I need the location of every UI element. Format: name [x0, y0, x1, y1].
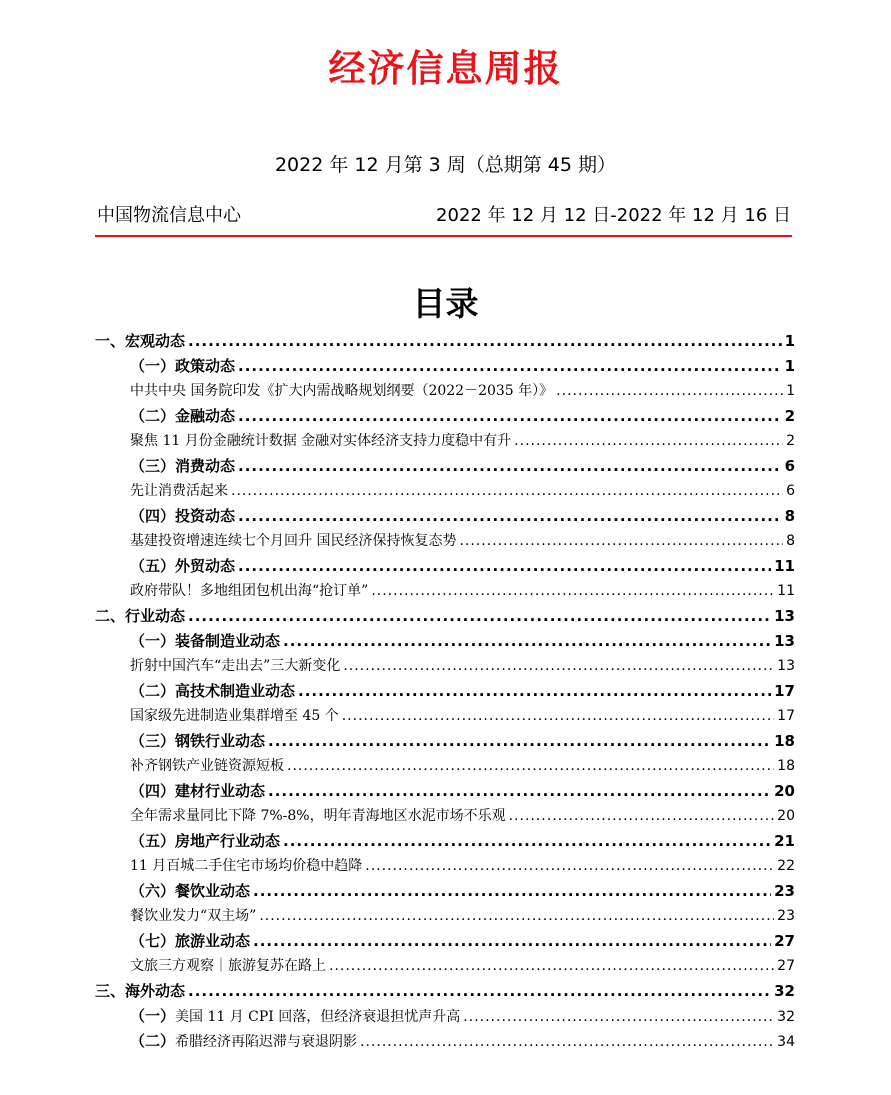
toc-entry[interactable] — [95, 354, 795, 379]
toc-page-number: 2 — [784, 407, 795, 425]
toc-entry-label: （五）房地产行业动态 — [130, 832, 281, 850]
toc-page-number: 21 — [774, 832, 795, 850]
toc-entry-label: 二、行业动态 — [95, 607, 186, 625]
toc-entry-label: 全年需求量同比下降 7%-8%，明年青海地区水泥市场不乐观 — [130, 808, 506, 824]
issue-number: 2022 年 12 月第 3 周（总期第 45 期） — [274, 154, 617, 176]
toc-leader-dots — [238, 454, 782, 479]
toc-leader-dots — [283, 629, 771, 654]
toc-entry-label: 基建投资增速连续七个月回升 国民经济保持恢复态势 — [130, 533, 457, 549]
toc-entry-label: 中共中央 国务院印发《扩大内需战略规划纲要（2022－2035 年）》 — [130, 383, 554, 399]
toc-leader-dots — [259, 904, 774, 929]
toc-leader-dots — [231, 479, 783, 504]
toc-entry-label: （五）外贸动态 — [130, 557, 236, 575]
toc-leader-dots — [283, 829, 771, 854]
header-info-line — [97, 201, 791, 229]
toc-leader-dots — [287, 754, 774, 779]
organization-name: 中国物流信息中心 — [97, 205, 241, 226]
toc-page-number: 17 — [774, 682, 795, 700]
toc-page-number: 13 — [774, 632, 795, 650]
toc-leader-dots — [514, 429, 783, 454]
toc-page-number: 23 — [774, 882, 795, 900]
toc-entry-label: （六）餐饮业动态 — [130, 882, 251, 900]
toc-leader-dots — [459, 529, 783, 554]
toc-entry[interactable] — [95, 454, 795, 479]
toc-entry[interactable] — [95, 1029, 795, 1054]
toc-page-number: 8 — [784, 507, 795, 525]
toc-page-number: 23 — [777, 908, 795, 924]
toc-entry[interactable] — [95, 504, 795, 529]
toc-entry-label: （七）旅游业动态 — [130, 932, 251, 950]
toc-leader-dots — [188, 329, 782, 354]
toc-page-number: 8 — [786, 533, 795, 549]
toc-entry[interactable] — [95, 404, 795, 429]
toc-entry[interactable] — [95, 429, 795, 454]
toc-entry-label: （一）装备制造业动态 — [130, 632, 281, 650]
toc-entry-label: （四）建材行业动态 — [130, 782, 266, 800]
toc-entry-label: 先让消费活起来 — [130, 483, 228, 499]
toc-entry[interactable] — [95, 929, 795, 954]
toc-page-number: 18 — [777, 758, 795, 774]
toc-page-number: 17 — [777, 708, 795, 724]
toc-entry-label: 文旅三方观察｜旅游复苏在路上 — [130, 958, 326, 974]
toc-entry[interactable] — [95, 729, 795, 754]
toc-entry-label: （三）消费动态 — [130, 457, 236, 475]
toc-page-number: 6 — [786, 483, 795, 499]
toc-entry[interactable] — [95, 479, 795, 504]
toc-page-number: 2 — [786, 433, 795, 449]
toc-entry-label — [130, 1029, 357, 1055]
toc-entry[interactable] — [95, 704, 795, 729]
toc-page-number: 1 — [786, 383, 795, 399]
header-divider — [95, 235, 792, 237]
toc-leader-dots — [371, 579, 774, 604]
toc-entry-label: 折射中国汽车“走出去”三大新变化 — [130, 658, 341, 674]
toc-page-number: 13 — [777, 658, 795, 674]
toc-page-number: 1 — [784, 332, 795, 350]
toc-page-number: 22 — [777, 858, 795, 874]
toc-page-number: 34 — [777, 1034, 795, 1050]
toc-leader-dots — [238, 354, 782, 379]
toc-entry[interactable] — [95, 554, 795, 579]
toc-entry[interactable] — [95, 904, 795, 929]
toc-page-number: 20 — [774, 782, 795, 800]
toc-leader-dots — [365, 854, 774, 879]
toc-leader-dots — [238, 504, 782, 529]
toc-entry-label: （二）金融动态 — [130, 407, 236, 425]
toc-page-number: 20 — [777, 808, 795, 824]
toc-entry-label: 补齐钢铁产业链资源短板 — [130, 758, 284, 774]
toc-entry-label: （三）钢铁行业动态 — [130, 732, 266, 750]
toc-entry-label: （一）政策动态 — [130, 357, 236, 375]
toc-entry[interactable] — [95, 779, 795, 804]
toc-entry[interactable] — [95, 979, 795, 1004]
toc-entry[interactable] — [95, 604, 795, 629]
toc-entry-label — [130, 1004, 460, 1030]
toc-entry-text: 希腊经济再陷迟滞与衰退阴影 — [175, 1034, 358, 1050]
toc-entry-label: 一、宏观动态 — [95, 332, 186, 350]
toc-leader-dots — [343, 654, 774, 679]
toc-entry[interactable] — [95, 1004, 795, 1029]
toc-leader-dots — [238, 554, 771, 579]
toc-leader-dots — [509, 804, 775, 829]
toc-leader-dots — [463, 1005, 774, 1030]
toc-page-number: 11 — [774, 557, 795, 575]
toc-leader-dots — [556, 379, 783, 404]
toc-leader-dots — [238, 404, 782, 429]
toc-entry[interactable] — [95, 379, 795, 404]
toc-entry[interactable] — [95, 829, 795, 854]
toc-leader-dots — [268, 779, 771, 804]
toc-entry[interactable] — [95, 579, 795, 604]
toc-page-number: 18 — [774, 732, 795, 750]
toc-entry[interactable] — [95, 804, 795, 829]
toc-page-number: 11 — [777, 583, 795, 599]
toc-entry[interactable] — [95, 854, 795, 879]
toc-leader-dots — [268, 729, 771, 754]
toc-leader-dots — [253, 879, 771, 904]
toc-entry[interactable] — [95, 754, 795, 779]
toc-page-number: 1 — [784, 357, 795, 375]
toc-leader-dots — [342, 704, 774, 729]
toc-entry-label: 11 月百城二手住宅市场均价稳中趋降 — [130, 858, 363, 874]
table-of-contents — [95, 329, 795, 1054]
toc-entry-label: （二）高技术制造业动态 — [130, 682, 296, 700]
toc-entry[interactable] — [95, 629, 795, 654]
date-range: 2022 年 12 月 12 日-2022 年 12 月 16 日 — [436, 205, 791, 226]
toc-entry-label: 三、海外动态 — [95, 982, 186, 1000]
toc-entry-label: 餐饮业发力“双主场” — [130, 908, 257, 924]
toc-entry[interactable] — [95, 679, 795, 704]
toc-entry-number: （一） — [130, 1007, 176, 1025]
toc-page-number: 32 — [777, 1009, 795, 1025]
toc-leader-dots — [188, 604, 771, 629]
report-title: 经济信息周报 — [328, 47, 563, 90]
toc-entry[interactable] — [95, 329, 795, 354]
toc-entry-label: 聚焦 11 月份金融统计数据 金融对实体经济支持力度稳中有升 — [130, 433, 512, 449]
toc-entry-label: （四）投资动态 — [130, 507, 236, 525]
toc-page-number: 13 — [774, 607, 795, 625]
toc-entry-number: （二） — [130, 1032, 176, 1050]
toc-title: 目录 — [412, 284, 479, 323]
toc-leader-dots — [188, 979, 771, 1004]
toc-entry-label: 政府带队！多地组团包机出海“抢订单” — [130, 583, 369, 599]
toc-page-number: 32 — [774, 982, 795, 1000]
toc-entry[interactable] — [95, 529, 795, 554]
toc-entry-text: 美国 11 月 CPI 回落，但经济衰退担忧声升高 — [175, 1009, 461, 1025]
toc-page-number: 27 — [774, 932, 795, 950]
toc-entry[interactable] — [95, 654, 795, 679]
toc-leader-dots — [329, 954, 774, 979]
toc-entry-label: 国家级先进制造业集群增至 45 个 — [130, 708, 339, 724]
toc-leader-dots — [298, 679, 771, 704]
toc-page-number: 27 — [777, 958, 795, 974]
toc-entry[interactable] — [95, 879, 795, 904]
toc-entry[interactable] — [95, 954, 795, 979]
toc-leader-dots — [360, 1030, 774, 1055]
toc-page-number: 6 — [784, 457, 795, 475]
toc-leader-dots — [253, 929, 771, 954]
